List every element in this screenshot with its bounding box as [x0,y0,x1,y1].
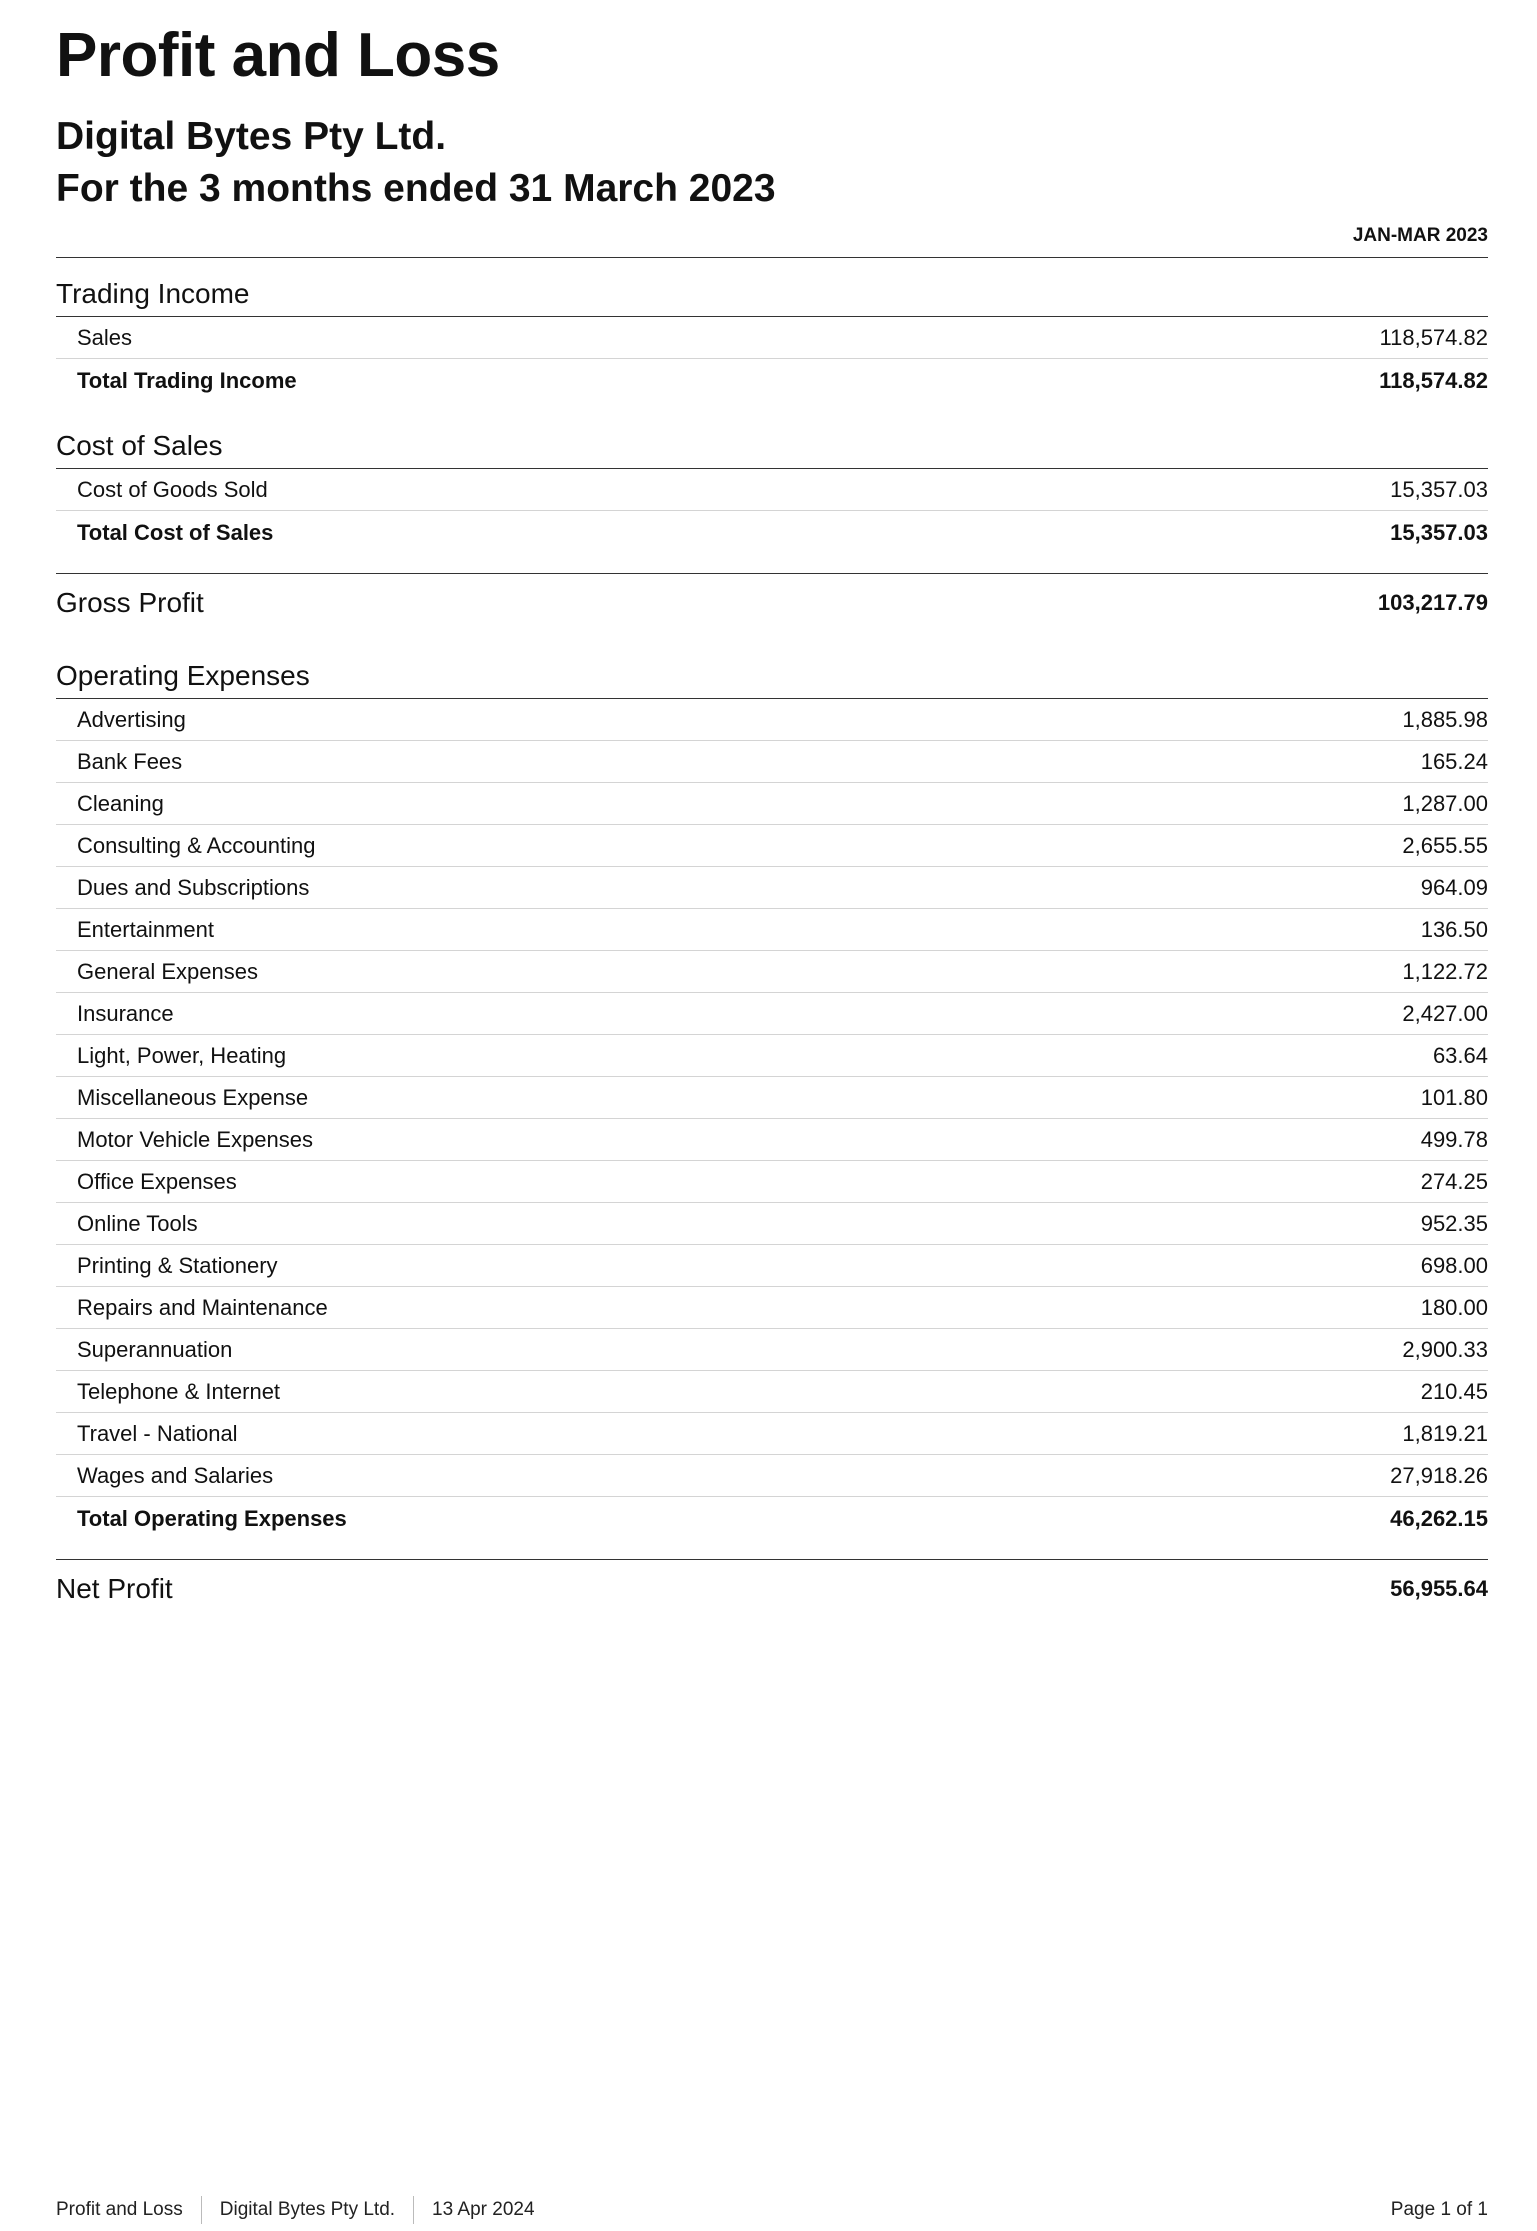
page-footer [56,2196,1488,2224]
section-title: Cost of Sales [56,422,1488,469]
table-row [56,867,1488,909]
row-label: Office Expenses [77,1168,237,1194]
table-row [56,993,1488,1035]
row-label: Dues and Subscriptions [77,874,310,900]
column-header: JAN-MAR 2023 [1352,225,1488,246]
row-label: Advertising [77,706,186,732]
table-row [56,1077,1488,1119]
table-row [56,317,1488,359]
table-row [56,1035,1488,1077]
row-amount: 210.45 [1420,1378,1488,1404]
net-profit-label: Net Profit [56,1573,173,1604]
row-label: Insurance [77,1000,174,1026]
operating-expenses-section [56,652,1488,1540]
gross-profit-label: Gross Profit [56,587,204,618]
section-title: Trading Income [56,270,1488,317]
gross-profit-row [56,573,1488,632]
row-label: Motor Vehicle Expenses [77,1126,314,1152]
row-label: Telephone & Internet [77,1378,281,1404]
table-row [56,699,1488,741]
footer-date: 13 Apr 2024 [432,2199,535,2220]
row-amount: 1,287.00 [1402,790,1488,816]
total-amount: 46,262.15 [1390,1505,1488,1531]
footer-page-info: Page 1 of 1 [1390,2199,1488,2220]
table-row [56,741,1488,783]
row-amount: 2,900.33 [1402,1336,1488,1362]
gross-profit-amount: 103,217.79 [1377,590,1488,615]
footer-report-name: Profit and Loss [56,2196,202,2224]
row-label: Cost of Goods Sold [77,476,268,502]
table-row [56,825,1488,867]
row-label: Printing & Stationery [77,1252,278,1278]
row-amount: 1,819.21 [1402,1420,1488,1446]
row-amount: 27,918.26 [1390,1462,1488,1488]
table-row [56,1119,1488,1161]
table-row [56,1371,1488,1413]
row-amount: 698.00 [1420,1252,1488,1278]
row-amount: 180.00 [1420,1294,1488,1320]
report-title: Profit and Loss [56,21,500,90]
table-row [56,1287,1488,1329]
table-row [56,1455,1488,1497]
row-amount: 964.09 [1420,874,1488,900]
row-label: Superannuation [77,1336,233,1362]
section-title: Operating Expenses [56,652,1488,699]
table-row [56,1413,1488,1455]
report-period: For the 3 months ended 31 March 2023 [56,167,776,210]
row-label: Consulting & Accounting [77,832,316,858]
row-label: Repairs and Maintenance [77,1294,328,1320]
net-profit-row [56,1559,1488,1618]
total-label: Total Operating Expenses [77,1505,347,1531]
row-label: Entertainment [77,916,214,942]
row-amount: 274.25 [1420,1168,1488,1194]
row-label: Light, Power, Heating [77,1042,287,1068]
row-label: Cleaning [77,790,164,816]
table-row [56,1329,1488,1371]
row-amount: 499.78 [1420,1126,1488,1152]
total-label: Total Cost of Sales [77,519,274,545]
row-amount: 63.64 [1432,1042,1488,1068]
cost-of-sales-section [56,422,1488,554]
row-amount: 952.35 [1420,1210,1488,1236]
row-amount: 2,427.00 [1402,1000,1488,1026]
table-row [56,951,1488,993]
row-amount: 2,655.55 [1402,832,1488,858]
row-label: General Expenses [77,958,258,984]
footer-company: Digital Bytes Pty Ltd. [220,2196,414,2224]
table-row [56,783,1488,825]
table-row [56,1245,1488,1287]
report-body [56,270,1488,1618]
row-label: Miscellaneous Expense [77,1084,309,1110]
total-label: Total Trading Income [77,367,297,393]
company-name: Digital Bytes Pty Ltd. [56,115,447,158]
row-amount: 1,885.98 [1402,706,1488,732]
table-row [56,469,1488,511]
row-amount: 15,357.03 [1390,476,1488,502]
row-label: Travel - National [77,1420,238,1446]
total-amount: 15,357.03 [1390,519,1488,545]
row-amount: 136.50 [1420,916,1488,942]
total-row [56,359,1488,402]
row-label: Wages and Salaries [77,1462,274,1488]
table-row [56,909,1488,951]
header-divider [56,257,1488,258]
row-amount: 118,574.82 [1379,324,1488,350]
table-row [56,1161,1488,1203]
row-label: Sales [77,324,133,350]
total-amount: 118,574.82 [1379,367,1488,393]
total-row [56,1497,1488,1540]
row-label: Bank Fees [77,748,183,774]
total-row [56,511,1488,554]
row-label: Online Tools [77,1210,198,1236]
row-amount: 101.80 [1420,1084,1488,1110]
operating-expenses-list [56,699,1488,1497]
trading-income-section [56,270,1488,402]
row-amount: 165.24 [1420,748,1488,774]
net-profit-amount: 56,955.64 [1390,1576,1488,1601]
table-row [56,1203,1488,1245]
row-amount: 1,122.72 [1402,958,1488,984]
